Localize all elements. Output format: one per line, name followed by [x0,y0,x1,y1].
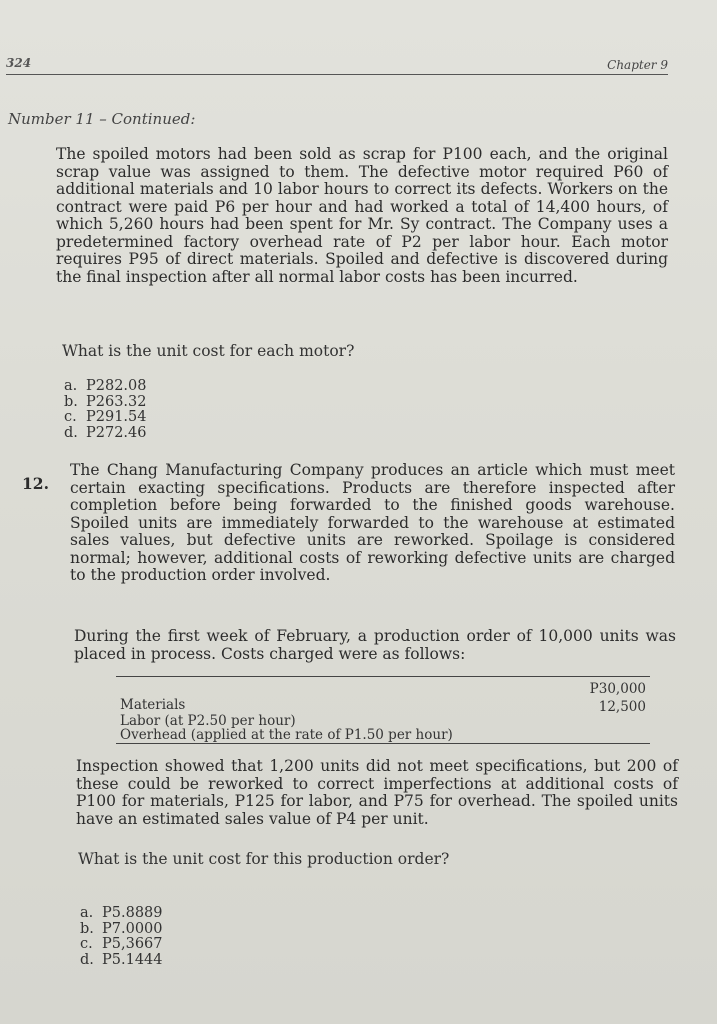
choice-item: a. P282.08 [64,378,147,394]
q11-paragraph: The spoiled motors had been sold as scrap for P100 each, and the original scrap value was assigned to them. The defective motor required P60 of additional materials and 10 labor hours to correct its defects. Workers on the contract were paid P6 per hour and had worked a total of 14,400 hours, of which 5,260 hours had been spent for Mr. Sy contract. The Company uses a predetermined factory overhead rate of P2 per labor hour. Each motor requires P95 of direct materials. Spoiled and defective is discovered during the final inspection after all normal labor costs has been incurred. [56,145,668,286]
cost-row-labor: 12,500 Labor (at P2.50 per hour) [120,699,646,729]
chapter-label: Chapter 9 [607,58,668,72]
choice-item: c. P291.54 [64,409,147,425]
choice-item: b. P7.0000 [80,920,163,937]
page-number: 324 [6,56,32,70]
choice-item: d. P272.46 [64,424,147,441]
choice-item: d. P5.1444 [80,951,163,968]
q11-choices [64,379,147,441]
q12-number: 12. [22,474,49,493]
choice-item: a. P5.8889 [80,905,163,921]
q12-paragraph-3: Inspection showed that 1,200 units did not meet specifications, but 200 of these could be reworked to correct imperfections at additional costs of P100 for materials, P125 for labor, and P75 for overhead. The spoiled units have an estimated sales value of P4 per unit. [76,757,678,828]
q12-question: What is the unit cost for this production order? [78,850,450,868]
q12-paragraph-2: During the first week of February, a production order of 10,000 units was placed in process. Costs charged were as follows: [74,627,676,663]
q11-question: What is the unit cost for each motor? [62,342,355,360]
choice-item: c. P5,3667 [80,936,163,952]
page-header [6,48,668,75]
cost-row-overhead: Overhead (applied at the rate of P1.50 per hour) [120,727,453,743]
q12-paragraph-1: The Chang Manufacturing Company produces an article which must meet certain exacting specifications. Products are therefore inspected after completion before being forwarded to the finished goods warehouse. Spoiled units are immediately forwarded to the warehouse at estimated sales values, but defective units are reworked. Spoilage is considered normal; however, additional costs of reworking defective units are charged to the production order involved. [70,461,675,584]
cost-row-materials: P30,000 Materials [120,681,646,713]
cost-table [116,676,650,744]
section-title: Number 11 – Continued: [8,110,196,128]
choice-item: b. P263.32 [64,393,147,410]
q12-choices [80,906,163,968]
